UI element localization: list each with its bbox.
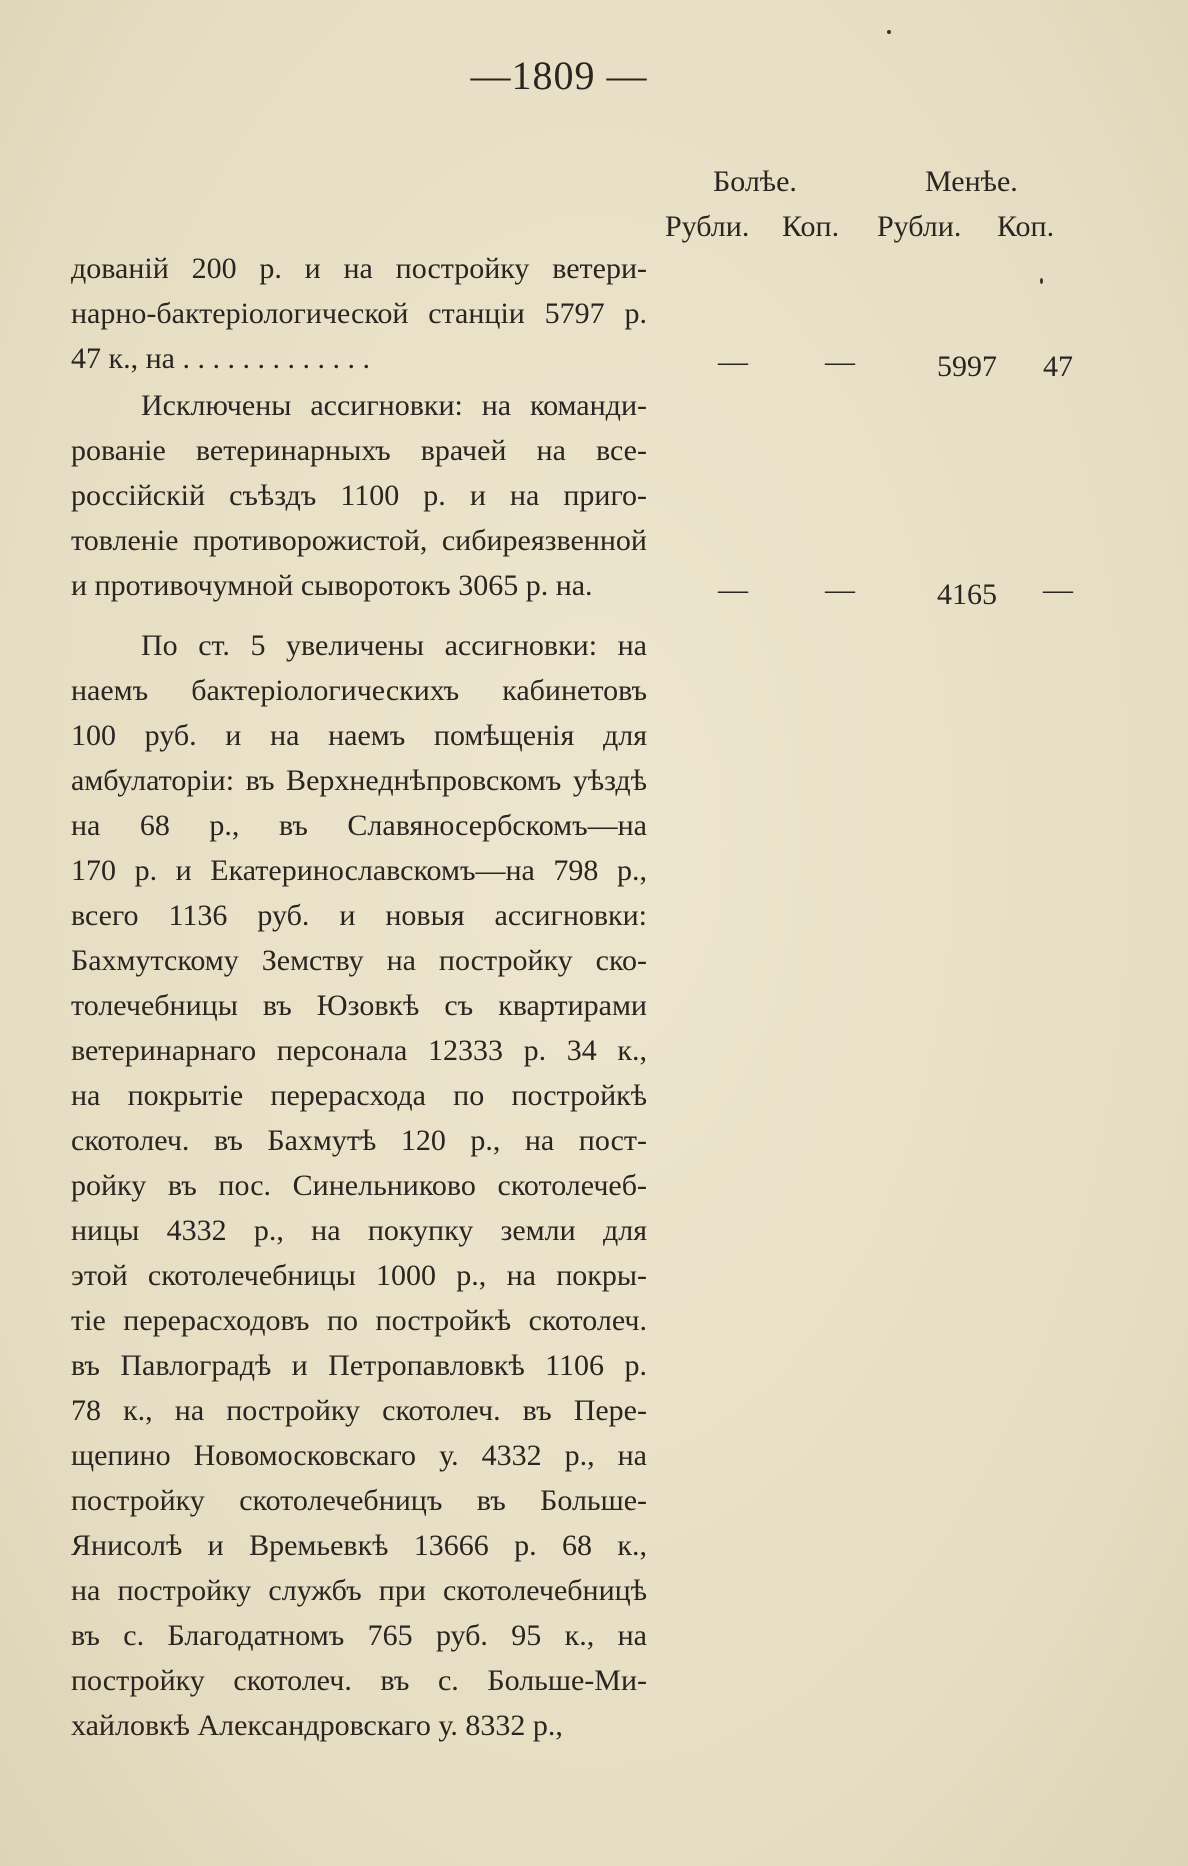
entry-line: въ с. Благодатномъ 765 руб. 95 к., на (71, 1619, 647, 1652)
entry-line: Янисолѣ и Времьевкѣ 13666 р. 68 к., (71, 1529, 647, 1562)
entry-1-less-rubles: 5997 (937, 350, 997, 383)
entry-1-text (71, 246, 647, 381)
entry-line: 47 к., на . . . . . . . . . . . . . (71, 342, 370, 375)
entry-line: ройку въ пос. Синельниково скотолечеб- (71, 1169, 647, 1202)
column-header-less-rubles: Рубли. (877, 210, 962, 243)
entry-1-more-rubles: — (718, 345, 748, 378)
entry-2-more-kopecks: — (825, 573, 855, 606)
entry-line: 170 р. и Екатеринославскомъ—на 798 р., (71, 854, 647, 887)
entry-line: хайловкѣ Александровскаго у. 8332 р., (71, 1709, 563, 1742)
print-speck (887, 30, 891, 34)
entry-1-less-kopecks: 47 (1043, 350, 1073, 383)
entry-line: этой скотолечебницы 1000 р., на покры- (71, 1259, 647, 1292)
column-header-more: Болѣе. (713, 165, 797, 198)
entry-line: товленіе противорожистой, сибиреязвенной (71, 524, 647, 557)
entry-line: 100 руб. и на наемъ помѣщенія для (71, 719, 647, 752)
page-number: —1809 — (470, 53, 648, 98)
column-header-less-kopecks: Коп. (997, 210, 1055, 243)
entry-2-less-rubles: 4165 (937, 578, 997, 611)
entry-3-text (71, 623, 647, 1748)
entry-line: скотолеч. въ Бахмутѣ 120 р., на пост- (71, 1124, 647, 1157)
entry-line: и противочумной сыворотокъ 3065 р. на. (71, 569, 593, 602)
entry-line: Бахмутскому Земству на постройку ско- (71, 944, 647, 977)
entry-1-more-kopecks: — (825, 345, 855, 378)
entry-line: на покрытіе перерасхода по постройкѣ (71, 1079, 647, 1112)
entry-line: рованіе ветеринарныхъ врачей на все- (71, 434, 647, 467)
entry-line: наемъ бактеріологическихъ кабинетовъ (71, 674, 647, 707)
entry-line: на 68 р., въ Славяносербскомъ—на (71, 809, 647, 842)
entry-line: ветеринарнаго персонала 12333 р. 34 к., (71, 1034, 647, 1067)
column-header-more-rubles: Рубли. (665, 210, 750, 243)
entry-line: По ст. 5 увеличены ассигновки: на (141, 629, 647, 662)
entry-line: россійскій съѣздъ 1100 р. и на приго- (71, 479, 647, 512)
entry-line: ницы 4332 р., на покупку земли для (71, 1214, 647, 1247)
print-speck (1040, 278, 1043, 284)
entry-line: 78 к., на постройку скотолеч. въ Пере- (71, 1394, 647, 1427)
entry-line: постройку скотолечебницъ въ Больше- (71, 1484, 647, 1517)
entry-line: амбулаторіи: въ Верхнеднѣпровскомъ уѣздѣ (71, 764, 647, 797)
entry-2-text (71, 383, 647, 608)
column-header-less: Менѣе. (925, 165, 1018, 198)
entry-line: постройку скотолеч. въ с. Больше-Ми- (71, 1664, 647, 1697)
entry-line: въ Павлоградѣ и Петропавловкѣ 1106 р. (71, 1349, 647, 1382)
entry-line: всего 1136 руб. и новыя ассигновки: (71, 899, 647, 932)
entry-2-less-kopecks: — (1043, 573, 1073, 606)
entry-line: на постройку службъ при скотолечебницѣ (71, 1574, 647, 1607)
entry-line: тіе перерасходовъ по постройкѣ скотолеч. (71, 1304, 647, 1337)
entry-2-more-rubles: — (718, 573, 748, 606)
entry-line: Исключены ассигновки: на команди- (141, 389, 647, 422)
column-header-more-kopecks: Коп. (782, 210, 840, 243)
entry-line: нарно-бактеріологической станціи 5797 р. (71, 297, 647, 330)
entry-line: дованій 200 р. и на постройку ветери- (71, 252, 647, 285)
entry-line: щепино Новомосковскаго у. 4332 р., на (71, 1439, 647, 1472)
entry-line: толечебницы въ Юзовкѣ съ квартирами (71, 989, 647, 1022)
